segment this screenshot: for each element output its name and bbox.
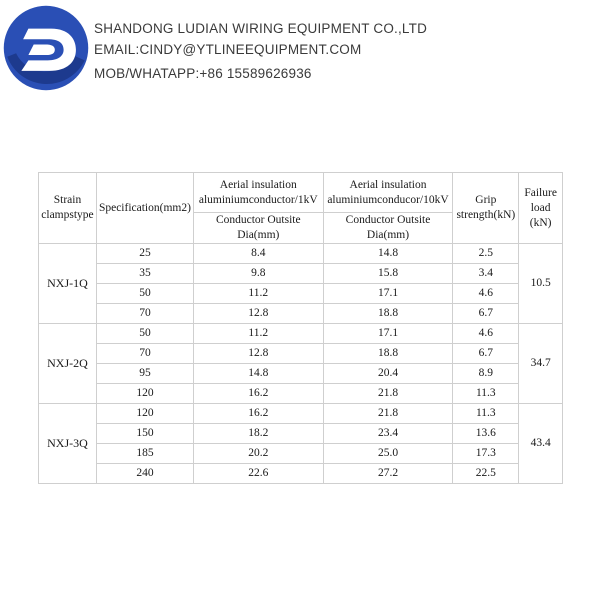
spec-cell: 25 [96, 244, 193, 264]
spec-cell: 50 [96, 324, 193, 344]
table-row [39, 404, 563, 424]
table-row [39, 324, 563, 344]
grip-cell: 11.3 [453, 404, 519, 424]
grip-cell: 6.7 [453, 304, 519, 324]
dia-10kv-cell: 21.8 [323, 404, 453, 424]
clamp-model-cell: NXJ-2Q [39, 324, 97, 404]
dia-10kv-cell: 21.8 [323, 384, 453, 404]
spec-cell: 50 [96, 284, 193, 304]
failure-load-cell: 34.7 [519, 324, 563, 404]
dia-10kv-cell: 15.8 [323, 264, 453, 284]
ludian-d-logo-icon [2, 4, 90, 92]
dia-10kv-cell: 18.8 [323, 344, 453, 364]
dia-1kv-cell: 20.2 [193, 444, 323, 464]
header-specification: Specification(mm2) [96, 173, 193, 244]
table-row [39, 444, 563, 464]
spec-cell: 240 [96, 464, 193, 484]
mobile-contact: MOB/WHATAPP:+86 15589626936 [94, 66, 312, 81]
table-row [39, 424, 563, 444]
dia-1kv-cell: 22.6 [193, 464, 323, 484]
table-row [39, 264, 563, 284]
table-row [39, 464, 563, 484]
spec-cell: 120 [96, 384, 193, 404]
dia-1kv-cell: 9.8 [193, 264, 323, 284]
grip-cell: 17.3 [453, 444, 519, 464]
dia-10kv-cell: 25.0 [323, 444, 453, 464]
grip-cell: 2.5 [453, 244, 519, 264]
spec-cell: 70 [96, 304, 193, 324]
grip-cell: 8.9 [453, 364, 519, 384]
dia-1kv-cell: 18.2 [193, 424, 323, 444]
dia-10kv-cell: 14.8 [323, 244, 453, 264]
dia-1kv-cell: 11.2 [193, 284, 323, 304]
spec-cell: 70 [96, 344, 193, 364]
failure-load-cell: 10.5 [519, 244, 563, 324]
dia-1kv-cell: 12.8 [193, 304, 323, 324]
grip-cell: 11.3 [453, 384, 519, 404]
strain-clamp-spec-table [38, 172, 563, 484]
table-row [39, 344, 563, 364]
header-failure-load: Failure load (kN) [519, 173, 563, 244]
dia-10kv-cell: 23.4 [323, 424, 453, 444]
dia-1kv-cell: 14.8 [193, 364, 323, 384]
header-dia-10kv: Conductor Outsite Dia(mm) [323, 213, 453, 244]
spec-cell: 150 [96, 424, 193, 444]
table-row [39, 384, 563, 404]
email-contact: EMAIL:CINDY@YTLINEEQUIPMENT.COM [94, 42, 362, 57]
dia-1kv-cell: 8.4 [193, 244, 323, 264]
failure-load-cell: 43.4 [519, 404, 563, 484]
company-name: SHANDONG LUDIAN WIRING EQUIPMENT CO.,LTD [94, 21, 428, 36]
spec-cell: 120 [96, 404, 193, 424]
dia-10kv-cell: 18.8 [323, 304, 453, 324]
dia-10kv-cell: 20.4 [323, 364, 453, 384]
dia-1kv-cell: 12.8 [193, 344, 323, 364]
table-row [39, 304, 563, 324]
header-aerial-10kv: Aerial insulation aluminiumconducor/10kV [323, 173, 453, 213]
dia-1kv-cell: 16.2 [193, 404, 323, 424]
spec-cell: 185 [96, 444, 193, 464]
grip-cell: 22.5 [453, 464, 519, 484]
clamp-model-cell: NXJ-3Q [39, 404, 97, 484]
spec-cell: 95 [96, 364, 193, 384]
grip-cell: 4.6 [453, 284, 519, 304]
clamp-model-cell: NXJ-1Q [39, 244, 97, 324]
header-clamp-type: Strain clampstype [39, 173, 97, 244]
header-aerial-1kv: Aerial insulation aluminiumconductor/1kV [193, 173, 323, 213]
dia-10kv-cell: 17.1 [323, 284, 453, 304]
dia-10kv-cell: 17.1 [323, 324, 453, 344]
table-row [39, 284, 563, 304]
grip-cell: 6.7 [453, 344, 519, 364]
grip-cell: 4.6 [453, 324, 519, 344]
grip-cell: 13.6 [453, 424, 519, 444]
header-dia-1kv: Conductor Outsite Dia(mm) [193, 213, 323, 244]
dia-10kv-cell: 27.2 [323, 464, 453, 484]
dia-1kv-cell: 11.2 [193, 324, 323, 344]
grip-cell: 3.4 [453, 264, 519, 284]
header-grip-strength: Grip strength(kN) [453, 173, 519, 244]
dia-1kv-cell: 16.2 [193, 384, 323, 404]
spec-cell: 35 [96, 264, 193, 284]
table-row [39, 364, 563, 384]
table-row [39, 244, 563, 264]
